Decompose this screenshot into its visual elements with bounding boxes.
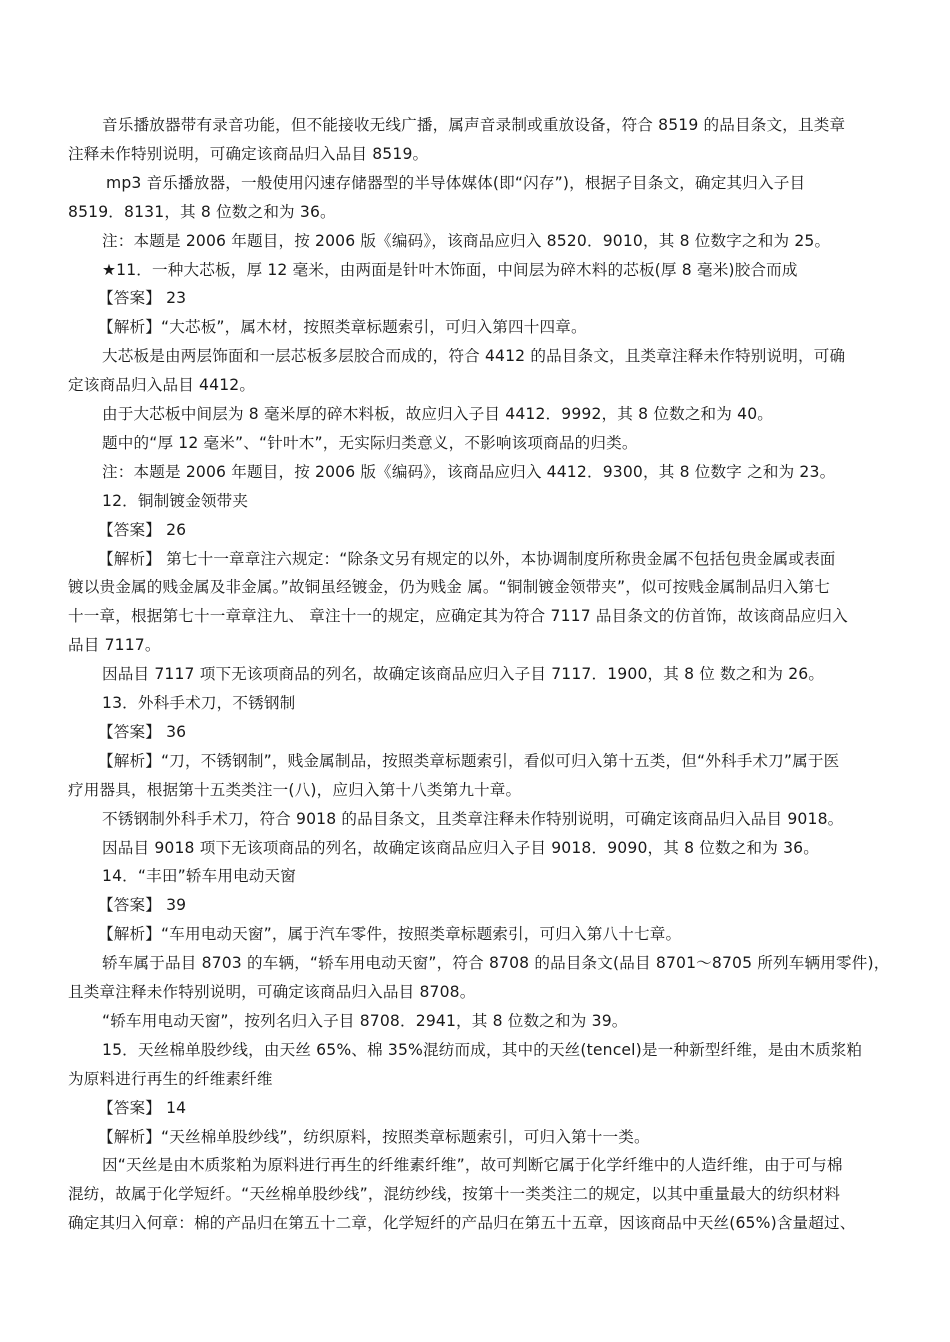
text-line: mp3 音乐播放器，一般使用闪速存储器型的半导体媒体(即“闪存”)，根据子目条文，确定其归入子目 xyxy=(106,173,806,192)
text-line: 由于大芯板中间层为 8 毫米厚的碎木料板，故应归入子目 4412．9992，其 8 位数之和为 40。 xyxy=(102,405,774,423)
text-line: 【答案】 14 xyxy=(98,1098,187,1117)
text-line: 【答案】 36 xyxy=(98,722,187,741)
text-line: 【答案】 26 xyxy=(98,520,187,539)
text-line: 12．铜制镀金领带夹 xyxy=(102,491,249,510)
text-line: 轿车属于品目 8703 的车辆，“轿车用电动天窗”，符合 8708 的品目条文(品目 8701～8705 所列车辆用零件)， xyxy=(102,954,890,973)
text-line: 大芯板是由两层饰面和一层芯板多层胶合而成的，符合 4412 的品目条文，且类章注释未作特别说明，可确 xyxy=(102,347,846,366)
text-line: 十一章，根据第七十一章章注九、 章注十一的规定，应确定其为符合 7117 品目条文的仿首饰，故该商品应归入 xyxy=(68,607,848,626)
text-line: 14．“丰田”轿车用电动天窗 xyxy=(102,867,297,886)
text-line: 注：本题是 2006 年题目，按 2006 版《编码》，该商品应归入 8520．9010，其 8 位数字之和为 25。 xyxy=(102,231,831,250)
text-line: 题中的“厚 12 毫米”、“针叶木”，无实际归类意义，不影响该项商品的归类。 xyxy=(102,433,638,452)
text-line: 因“天丝是由木质浆粕为原料进行再生的纤维素纤维”，故可判断它属于化学纤维中的人造纤维，由于可与棉 xyxy=(102,1156,843,1175)
text-line: 注释未作特别说明，可确定该商品归入品目 8519。 xyxy=(68,144,429,163)
text-line: 【答案】 39 xyxy=(98,896,187,915)
text-line: 品目 7117。 xyxy=(68,636,161,655)
text-line: 定该商品归入品目 4412。 xyxy=(68,376,256,395)
text-line: 8519．8131，其 8 位数之和为 36。 xyxy=(68,202,336,221)
text-line: 确定其归入何章：棉的产品归在第五十二章，化学短纤的产品归在第五十五章，因该商品中天丝(65%)含量超过、 xyxy=(68,1214,856,1233)
text-line: 因品目 7117 项下无该项商品的列名，故确定该商品应归入子目 7117．1900，其 8 位 数之和为 26。 xyxy=(102,665,825,684)
text-line: 不锈钢制外科手术刀，符合 9018 的品目条文，且类章注释未作特别说明，可确定该商品归入品目 9018。 xyxy=(102,809,844,828)
text-line: 13．外科手术刀，不锈钢制 xyxy=(102,694,296,712)
text-line: 15．天丝棉单股纱线，由天丝 65%、棉 35%混纺而成，其中的天丝(tencel)是一种新型纤维，是由木质浆粕 xyxy=(102,1040,863,1059)
text-line: 镀以贵金属的贱金属及非金属。”故铜虽经镀金，仍为贱金 属。“铜制镀金领带夹”，似可按贱金属制品归入第七 xyxy=(68,578,830,597)
text-line: “轿车用电动天窗”，按列名归入子目 8708．2941，其 8 位数之和为 39。 xyxy=(102,1011,628,1030)
text-line: 音乐播放器带有录音功能，但不能接收无线广播，属声音录制或重放设备，符合 8519 的品目条文，且类章 xyxy=(102,116,846,134)
text-line: 混纺，故属于化学短纤。“天丝棉单股纱线”，混纺纱线，按第十一类类注二的规定，以其中重量最大的纺织材料 xyxy=(68,1185,841,1204)
text-line: 且类章注释未作特别说明，可确定该商品归入品目 8708。 xyxy=(68,983,476,1001)
text-line: 【解析】“天丝棉单股纱线”，纺织原料，按照类章标题索引，可归入第十一类。 xyxy=(98,1127,650,1146)
text-line: 因品目 9018 项下无该项商品的列名，故确定该商品应归入子目 9018．9090，其 8 位数之和为 36。 xyxy=(102,838,819,857)
text-line: 【解析】“刀，不锈钢制”，贱金属制品，按照类章标题索引，看似可归入第十五类，但“外科手术刀”属于医 xyxy=(98,751,840,770)
text-line: 【答案】 23 xyxy=(98,289,187,308)
text-line: 【解析】“大芯板”，属木材，按照类章标题索引，可归入第四十四章。 xyxy=(98,318,587,337)
text-line: 为原料进行再生的纤维素纤维 xyxy=(68,1069,273,1088)
text-line: 注：本题是 2006 年题目，按 2006 版《编码》，该商品应归入 4412．9300，其 8 位数字 之和为 23。 xyxy=(102,462,836,481)
text-line: 【解析】 第七十一章章注六规定：“除条文另有规定的以外，本协调制度所称贵金属不包括包贵金属或表面 xyxy=(98,549,836,568)
text-line: 疗用器具，根据第十五类类注一(八)，应归入第十八类第九十章。 xyxy=(68,780,522,799)
text-line: 【解析】“车用电动天窗”，属于汽车零件，按照类章标题索引，可归入第八十七章。 xyxy=(98,925,682,944)
text-line: ★11．一种大芯板，厚 12 毫米，由两面是针叶木饰面，中间层为碎木料的芯板(厚 8 毫米)胶合而成 xyxy=(102,260,798,279)
